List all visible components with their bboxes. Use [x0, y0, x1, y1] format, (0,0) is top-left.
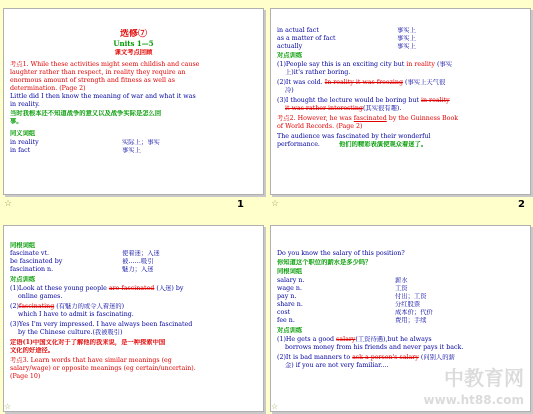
exercise-line: online games. — [18, 293, 63, 300]
animation-star-icon[interactable]: ☆ — [271, 402, 279, 411]
text-line: (Page 10) — [10, 373, 41, 380]
slide-thumbnail-1[interactable] — [3, 8, 264, 195]
animation-star-icon[interactable]: ☆ — [4, 199, 13, 209]
exercise-line: (1)People say this is an exciting city but in reality (事实 — [277, 61, 453, 68]
text-line: 考点3. Learn words that have similar meanings (eg — [10, 357, 172, 364]
text-line: performance. 他们的精彩表演使观众着迷了。 — [277, 141, 428, 148]
phrase-row: share n. 分红股票 — [277, 301, 421, 308]
exercise-line: (1)He gets a good salary(工资待遇),but he always — [277, 336, 432, 343]
phrase-row: in reality 实际上；事实 — [10, 139, 160, 146]
text-line: of World Records. (Page 2) — [277, 123, 363, 130]
text-line: determination. (Page 2) — [10, 85, 86, 92]
exercise-line: (3)Yes I'm very impressed. I have always been fascinated — [10, 321, 193, 328]
watermark-logo: 中教育网 — [444, 366, 524, 390]
exercise-line: (2)fascinating (有魅力的或令人着迷的) — [10, 303, 125, 310]
phrase-row: in fact 事实上 — [10, 147, 141, 154]
section-heading: 对点训练 — [277, 327, 303, 334]
section-heading: 同义词组 — [10, 130, 36, 137]
exercise-line: (3)I thought the lecture would be boring but in reality — [277, 97, 450, 104]
section-heading: 同根词组 — [277, 268, 303, 275]
phrase-row: pay n. 付出；工资 — [277, 293, 427, 300]
phrase-row: fascinate vt. 使着迷；入迷 — [10, 250, 160, 257]
phrase-row: cost 成本价；代价 — [277, 309, 433, 316]
text-line: 考点2. However, he was fascinated by the Guinness Book — [277, 115, 459, 122]
text-line: 当时我根本还不知道战争的意义以及战争实际是怎么回 — [10, 110, 162, 117]
exercise-line: (1)Look at these young people are fascinated (入迷) by — [10, 285, 184, 292]
text-line: 事。 — [10, 118, 23, 125]
text-line: Little did I then know the meaning of war and what it was — [10, 93, 196, 100]
text-line: enormous amount of strength and fitness as well as — [10, 77, 176, 84]
slide-number: 2 — [518, 199, 525, 210]
slide-thumbnail-4[interactable] — [270, 225, 531, 412]
phrase-row: be fascinated by 被……吸引 — [10, 258, 154, 265]
section-heading: 对点训练 — [10, 276, 36, 283]
text-line: 你知道这个职位的薪水是多少吗？ — [277, 259, 372, 266]
slide-thumbnail-2[interactable] — [270, 8, 531, 195]
exercise-line: by the Chinese culture.(我被吸引) — [18, 329, 123, 336]
phrase-row: fascination n. 魅力；入迷 — [10, 266, 154, 273]
watermark-url: www.ht88.com — [423, 393, 524, 407]
phrase-row: as a matter of fact 事实上 — [277, 35, 416, 42]
exercise-line: (2)It is bad manners to ask a person's salary (问别人的薪 — [277, 354, 455, 361]
text-line: The audience was fascinated by their wonderful — [277, 133, 431, 140]
exercise-line: 上)it's rather boring. — [285, 69, 351, 76]
exercise-line: 金) if you are not very familiar.... — [285, 362, 389, 369]
exercise-line: 冷) — [285, 87, 294, 94]
slide-number: 1 — [237, 199, 244, 210]
text-line: laughter rather than respect, in reality they require an — [10, 69, 186, 76]
phrase-row: salary n. 薪水 — [277, 277, 408, 284]
section-heading: 同根词组 — [10, 242, 36, 249]
exercise-line: which I have to admit is fascinating. — [18, 311, 134, 318]
slide-thumbnail-3[interactable] — [3, 225, 264, 412]
phrase-row: actually 事实上 — [277, 43, 416, 50]
text-line: in reality. — [10, 101, 40, 108]
phrase-row: fee n. 费用；手续 — [277, 317, 427, 324]
animation-star-icon[interactable]: ☆ — [4, 402, 12, 411]
animation-star-icon[interactable]: ☆ — [271, 199, 280, 209]
exercise-line: it was rather interesting(其实很有趣). — [285, 105, 402, 112]
slide-subtitle: 课文考点回顾 — [114, 49, 153, 56]
text-line: 考点1. While these activities might seem childish and cause — [10, 61, 200, 68]
note-line: 文化的好途径。 — [10, 347, 55, 354]
slide-unit: Units 1—5 — [113, 40, 154, 48]
phrase-row: wage n. 工资 — [277, 285, 408, 292]
exercise-line: (2)It was cold. In reality it was freezing (事实上天气很 — [277, 79, 446, 86]
text-line: Do you know the salary of this position? — [277, 250, 405, 257]
note-line: 定语(1)中国文化对于了解他的我来说，是一种探索中国 — [10, 339, 166, 346]
section-heading: 对点训练 — [277, 52, 303, 59]
slide-title: 选修⑦ — [119, 29, 147, 39]
exercise-line: borrows money from his friends and never pays it back. — [285, 344, 464, 351]
phrase-row: in actual fact 事实上 — [277, 27, 416, 34]
text-line: salary/wage) or opposite meanings (eg certain/uncertain). — [10, 365, 196, 372]
